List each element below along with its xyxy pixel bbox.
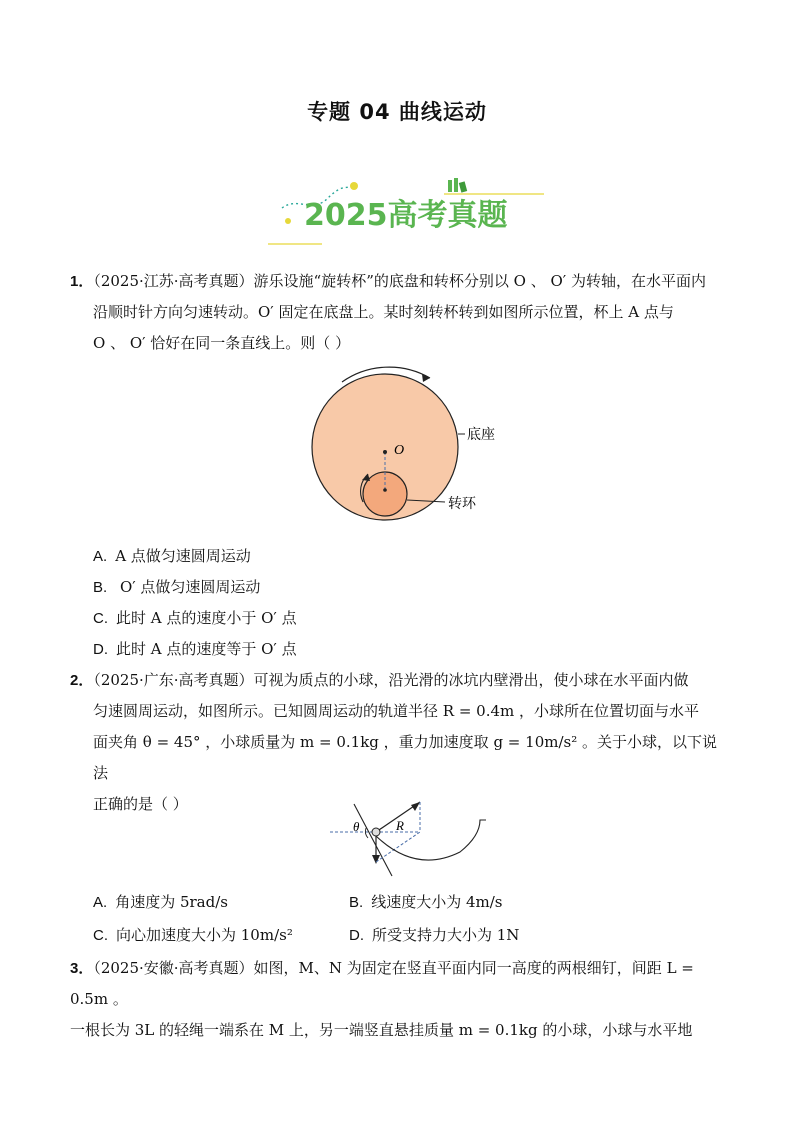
banner-title: 2025高考真题 <box>304 198 508 233</box>
q1-option-a[interactable]: A. A 点做匀速圆周运动 <box>93 547 251 565</box>
question-text-line: 沿顺时针方向匀速转动。O′ 固定在底盘上。某时刻转杯转到如图所示位置，杯上 A 点与 <box>93 303 674 321</box>
q2-option-a[interactable]: A. 角速度为 5rad/s <box>93 893 228 911</box>
q2-option-c[interactable]: C. 向心加速度大小为 10m/s² <box>93 926 293 944</box>
label-base: 底座 <box>467 427 495 443</box>
question-text-line: （2025·江苏·高考真题）游乐设施“旋转杯”的底盘和转杯分别以 O 、 O′ 为转轴，在水平面内 <box>93 272 706 290</box>
q2-option-b[interactable]: B. 线速度大小为 4m/s <box>349 893 503 911</box>
q1-option-c[interactable]: C. 此时 A 点的速度小于 O′ 点 <box>93 609 297 627</box>
question-text-line: O 、 O′ 恰好在同一条直线上。则（ ） <box>93 334 351 352</box>
question-text-line: 一根长为 3L 的轻绳一端系在 M 上，另一端竖直悬挂质量 m = 0.1kg 的小球，小球与水平地 <box>70 1021 693 1039</box>
q2-option-d[interactable]: D. 所受支持力大小为 1N <box>349 926 520 944</box>
section-banner <box>268 176 548 248</box>
q1-option-b[interactable]: B. O′ 点做匀速圆周运动 <box>93 578 261 596</box>
question-number: 3． <box>70 960 94 977</box>
label-o: O <box>394 443 405 458</box>
question-2 <box>70 665 730 820</box>
question-text-line: （2025·广东·高考真题）可视为质点的小球，沿光滑的冰坑内壁滑出，使小球在水平面内做 <box>93 671 689 689</box>
question-number: 2． <box>70 672 94 689</box>
question-3 <box>70 953 730 1046</box>
question-text-line: 匀速圆周运动，如图所示。已知圆周运动的轨道半径 R = 0.4m ，小球所在位置切面与水平 <box>93 702 700 720</box>
question-number: 1． <box>70 273 94 290</box>
ice-pit-figure <box>320 800 500 880</box>
question-1 <box>70 266 730 359</box>
q1-option-d[interactable]: D. 此时 A 点的速度等于 O′ 点 <box>93 640 297 658</box>
question-text-line: 面夹角 θ = 45° ，小球质量为 m = 0.1kg ，重力加速度取 g = 10m/s² 。关于小球，以下说法 <box>93 733 717 782</box>
rotating-cup-figure <box>300 362 530 532</box>
label-ring: 转环 <box>448 496 476 512</box>
question-text-line: 正确的是（ ） <box>93 795 188 813</box>
question-text-line: （2025·安徽·高考真题）如图，M、N 为固定在竖直平面内同一高度的两根细钉，间距 L = 0.5m 。 <box>70 959 694 1008</box>
label-theta: θ <box>353 819 360 834</box>
page-title: 专题 04 曲线运动 <box>307 100 487 124</box>
label-r: R <box>396 818 404 833</box>
